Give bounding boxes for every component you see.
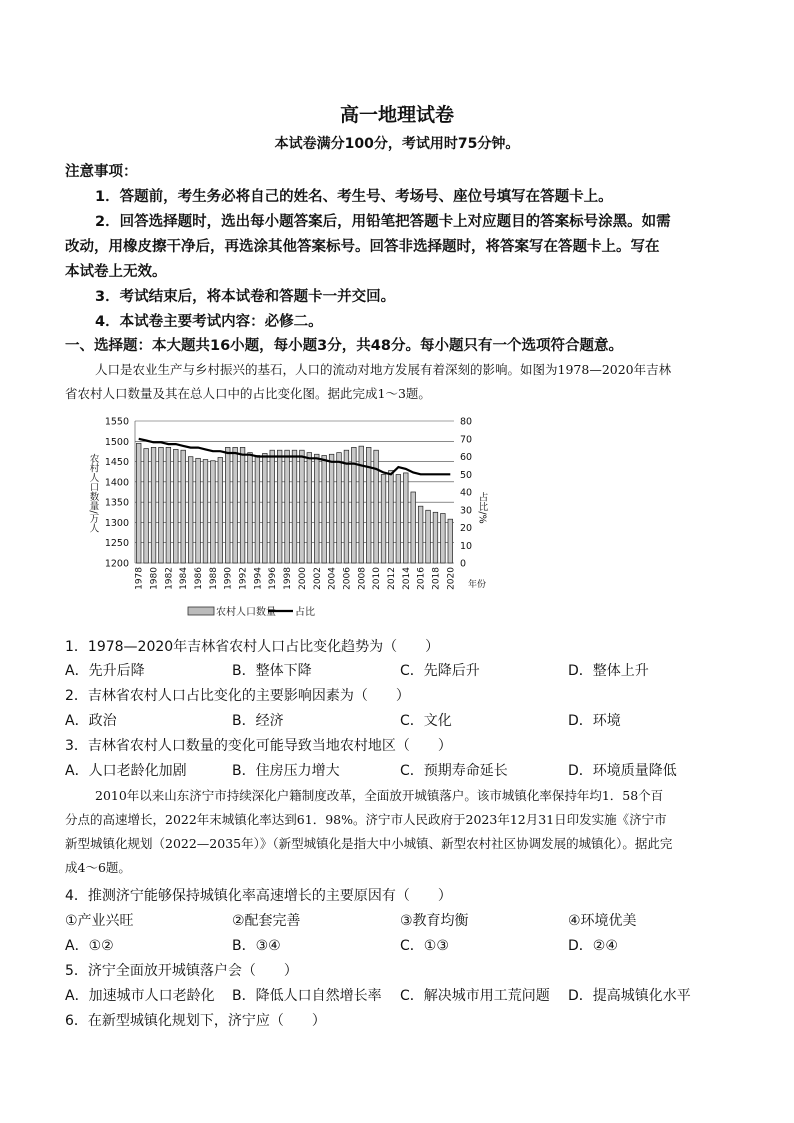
q4-option-c: C．①③ (400, 938, 449, 954)
section-heading: 一、选择题：本大题共16小题，每小题3分，共48分。每小题只有一个选项符合题意。 (65, 338, 623, 354)
rural-population-chart (78, 403, 498, 621)
notice-heading: 注意事项： (65, 164, 138, 180)
q5-option-b: B．降低人口自然增长率 (232, 988, 382, 1004)
y-tick-label: 1350 (104, 497, 129, 509)
rural-population-bar (359, 446, 364, 563)
notice-line-2a: 2．回答选择题时，选出每小题答案后，用铅笔把答题卡上对应题目的答案标号涂黑。如需 (95, 214, 671, 230)
legend (188, 605, 315, 618)
y-tick-label: 1550 (104, 416, 129, 428)
y-tick-label: 1500 (104, 436, 129, 448)
q4-item-4: ④环境优美 (568, 913, 637, 929)
rural-population-bar (159, 447, 164, 563)
rural-population-bar (255, 455, 260, 563)
x-tick-label: 1990 (223, 567, 234, 590)
rural-population-bar (144, 449, 149, 563)
q4-item-3: ③教育均衡 (400, 913, 469, 929)
x-tick-label: 2004 (327, 567, 338, 590)
q5-option-c: C．解决城市用工荒问题 (400, 988, 550, 1004)
q2-option-d: D．环境 (568, 713, 621, 729)
y2-tick-label: 80 (460, 416, 473, 428)
q3-option-b: B．住房压力增大 (232, 763, 340, 779)
rural-population-bar (218, 458, 223, 563)
rural-population-bar (277, 450, 282, 563)
y2-axis-label: 占比/% (476, 492, 488, 524)
legend-line-label: 占比 (295, 607, 315, 618)
rural-population-bar (174, 449, 179, 563)
x-tick-label: 1998 (283, 567, 294, 590)
passage2-line-2: 分点的高速增长，2022年末城镇化率达到61．98%。济宁市人民政府于2023年12月31日印发实施《济宁市 (65, 812, 667, 827)
x-tick-label: 2010 (372, 567, 383, 590)
notice-line-4: 4．本试卷主要考试内容：必修二。 (95, 314, 323, 330)
rural-population-bar (188, 457, 193, 563)
exam-info: 本试卷满分100分，考试用时75分钟。 (274, 136, 520, 152)
y2-tick-label: 60 (460, 452, 473, 463)
page-title: 高一地理试卷 (339, 104, 454, 126)
rural-population-bar (366, 447, 371, 563)
notice-line-3: 3．考试结束后，将本试卷和答题卡一并交回。 (95, 289, 396, 305)
rural-population-bar (211, 461, 216, 563)
rural-population-bar (314, 454, 319, 563)
rural-population-bar (196, 458, 201, 563)
q3-option-c: C．预期寿命延长 (400, 763, 508, 779)
rural-population-bar (166, 447, 171, 563)
rural-population-bar (263, 453, 268, 563)
rural-population-bar (307, 453, 312, 563)
y2-tick-label: 40 (460, 487, 473, 499)
rural-population-bar (136, 443, 141, 563)
y2-tick-label: 0 (460, 558, 467, 570)
rural-population-bar (329, 454, 334, 563)
notice-line-1: 1．答题前，考生务必将自己的姓名、考生号、考场号、座位号填写在答题卡上。 (95, 189, 613, 205)
x-tick-label: 2012 (386, 567, 397, 590)
y-tick-label: 1450 (104, 457, 129, 469)
q4-item-2: ②配套完善 (232, 913, 301, 929)
y2-tick-label: 30 (460, 505, 473, 517)
x-tick-label: 1992 (238, 567, 249, 590)
rural-population-bar (403, 473, 408, 563)
q1-option-b: B．整体下降 (232, 663, 312, 679)
q2-option-b: B．经济 (232, 713, 284, 729)
rural-population-bar (248, 453, 253, 563)
q3-option-d: D．环境质量降低 (568, 763, 677, 779)
x-tick-label: 2006 (342, 567, 353, 590)
rural-population-bar (389, 470, 394, 563)
passage2-line-3: 新型城镇化规划（2022—2035年）》（新型城镇化是指大中小城镇、新型农村社区协调发展的城镇化）。据此完 (65, 836, 673, 851)
question-2: 2．吉林省农村人口占比变化的主要影响因素为（ ） (65, 688, 410, 704)
rural-population-bar (418, 506, 423, 563)
rural-population-bar (151, 447, 156, 563)
rural-population-bar (240, 447, 245, 563)
y2-tick-label: 50 (460, 469, 473, 481)
rural-population-bar (448, 519, 453, 563)
x-tick-label: 1986 (194, 567, 205, 590)
notice-line-2c: 本试卷上无效。 (65, 264, 167, 280)
x-tick-label: 2018 (431, 567, 442, 590)
q4-item-1: ①产业兴旺 (65, 913, 134, 929)
rural-population-bar (433, 512, 438, 563)
question-5: 5．济宁全面放开城镇落户会（ ） (65, 963, 298, 979)
passage2-line-4: 成4～6题。 (65, 860, 131, 875)
rural-population-bar (322, 455, 327, 563)
q1-option-d: D．整体上升 (568, 663, 649, 679)
rural-population-bar (344, 450, 349, 563)
y-tick-label: 1300 (104, 517, 129, 529)
question-6: 6．在新型城镇化规划下，济宁应（ ） (65, 1013, 326, 1029)
rural-population-bar (292, 450, 297, 563)
question-1: 1．1978—2020年吉林省农村人口占比变化趋势为（ ） (65, 639, 440, 655)
rural-population-bar (233, 447, 238, 563)
x-tick-label: 1988 (208, 567, 219, 590)
q1-option-c: C．先降后升 (400, 663, 480, 679)
q4-option-a: A．①② (65, 938, 114, 954)
q2-option-c: C．文化 (400, 713, 452, 729)
x-tick-label: 1984 (179, 567, 190, 590)
x-tick-label: 2014 (401, 567, 412, 590)
y2-tick-label: 70 (460, 434, 473, 446)
q4-option-d: D．②④ (568, 938, 618, 954)
x-tick-label: 1996 (268, 567, 279, 590)
legend-bar-swatch (188, 607, 214, 615)
question-4: 4．推测济宁能够保持城镇化率高速增长的主要原因有（ ） (65, 888, 452, 904)
y2-tick-label: 20 (460, 523, 473, 534)
x-tick-label: 2000 (297, 567, 308, 590)
rural-population-bar (396, 475, 401, 563)
rural-population-bar (270, 450, 275, 563)
x-axis-unit: 年份 (468, 580, 487, 590)
y-axis-label: 农村人口数量/万人 (87, 453, 99, 533)
notice-line-2b: 改动，用橡皮擦干净后，再选涂其他答案标号。回答非选择题时，将答案写在答题卡上。写在 (65, 239, 660, 255)
y-tick-label: 1200 (104, 558, 129, 570)
rural-population-bar (225, 447, 230, 563)
passage1-line-1: 人口是农业生产与乡村振兴的基石，人口的流动对地方发展有着深刻的影响。如图为1978—2020年吉林 (95, 362, 672, 377)
rural-population-bar (285, 450, 290, 563)
passage2-line-1: 2010年以来山东济宁市持续深化户籍制度改革，全面放开城镇落户。该市城镇化率保持年均1．58个百 (95, 788, 664, 803)
q4-option-b: B．③④ (232, 938, 281, 954)
q5-option-a: A．加速城市人口老龄化 (65, 988, 215, 1004)
x-tick-label: 1982 (164, 567, 175, 590)
rural-population-bar (426, 510, 431, 563)
rural-population-bar (181, 450, 186, 563)
rural-population-bar (337, 453, 342, 563)
x-tick-label: 2016 (416, 567, 427, 590)
y2-tick-label: 10 (460, 540, 473, 552)
passage1-line-2: 省农村人口数量及其在总人口中的占比变化图。据此完成1～3题。 (65, 386, 431, 401)
x-tick-label: 2002 (312, 567, 323, 590)
x-tick-label: 1978 (134, 567, 145, 590)
x-tick-label: 2020 (446, 567, 457, 590)
y-tick-label: 1400 (104, 477, 129, 489)
q5-option-d: D．提高城镇化水平 (568, 988, 691, 1004)
x-tick-label: 1980 (149, 567, 160, 590)
x-tick-label: 2008 (357, 567, 368, 590)
question-3: 3．吉林省农村人口数量的变化可能导致当地农村地区（ ） (65, 738, 452, 754)
y-tick-label: 1250 (104, 538, 129, 550)
rural-population-bar (441, 514, 446, 563)
q3-option-a: A．人口老龄化加剧 (65, 763, 187, 779)
rural-population-bar (411, 492, 416, 563)
x-tick-label: 1994 (253, 567, 264, 590)
legend-bar-label: 农村人口数量 (216, 607, 276, 618)
q2-option-a: A．政治 (65, 713, 117, 729)
rural-population-bar (203, 460, 208, 563)
q1-option-a: A．先升后降 (65, 663, 145, 679)
rural-population-bar (374, 450, 379, 563)
rural-population-bar (381, 475, 386, 563)
rural-population-bar (300, 450, 305, 563)
